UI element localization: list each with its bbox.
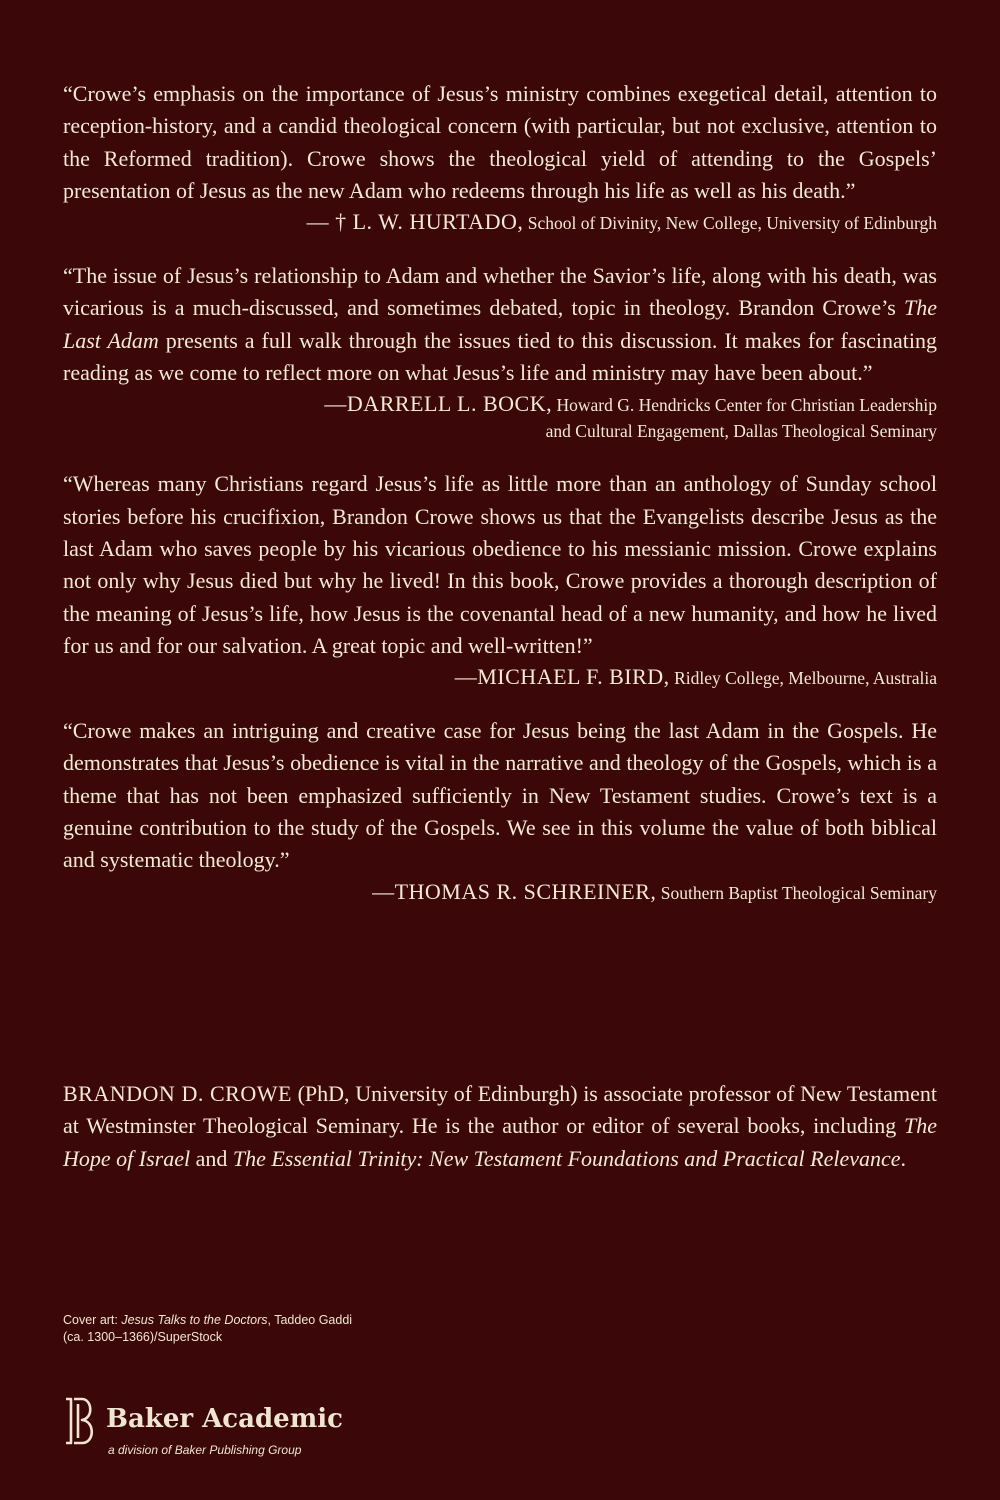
bio-text: and [190,1145,233,1171]
bio-text: . [900,1145,907,1171]
book-title: The Essential Trinity: New Testament Foundations and Practical Relevance [232,1145,901,1171]
author-name: BRANDON D. CROWE [63,1081,292,1106]
quote-text: presents a full walk through the issues tied to this discussion. It makes for fascinating reading as we come to reflect more on what Jesus’s life and ministry may have been about.” [63,327,938,386]
credit-prefix: Cover art: [63,1313,122,1327]
endorser-affiliation: Howard G. Hendricks Center for Christian Leadership [556,395,937,416]
endorsement-attribution [63,664,937,691]
endorsement-quote: “Whereas many Christians regard Jesus’s life as little more than an anthology of Sunday school stories before his crucifixion, Brandon Crowe shows us that the Evangelists describe Jesus as the last Adam who saves people by his vicarious obedience to his messianic mission. Crowe explains not only why Jesus died but why he lived! In this book, Crowe provides a thorough description of the meaning of Jesus’s life, how Jesus is the covenantal head of a new humanity, and how he lived for us and for our salvation. A great topic and well-written!” [63,471,937,658]
endorsement-attribution [63,879,937,906]
endorser-name: —MICHAEL F. BIRD, [454,664,670,690]
baker-b-icon [62,1396,100,1446]
endorsement-attribution [63,209,937,236]
quote-text: “The issue of Jesus’s relationship to Adam and whether the Savior’s life, along with his death, was vicarious is a much-discussed, and sometimes debated, topic in theology. Brandon Crowe’s [63,263,937,321]
bio-text: (PhD, University of Edinburgh) is associate professor of New Testament at Westminster Theological Seminary. He is the author or editor of several books, including [63,1081,937,1139]
cover-art-credit [63,1312,352,1346]
endorser-affiliation: School of Divinity, New College, University of Edinburgh [527,213,937,234]
book-title: The Hope of Israel [63,1113,937,1171]
endorsement-bock [63,260,937,444]
endorsement-quote: “Crowe makes an intriguing and creative case for Jesus being the last Adam in the Gospels. He demonstrates that Jesus’s obedience is vital in the narrative and theology of the Gospels, which is a theme that has not been emphasized sufficiently in New Testament studies. Crowe’s text is a genuine contribution to the study of the Gospels. We see in this volume the value of both biblical and systematic theology.” [63,718,937,873]
artwork-artist: , Taddeo Gaddi [267,1313,353,1327]
endorser-affiliation: Ridley College, Melbourne, Australia [674,668,937,689]
artwork-source: (ca. 1300–1366)/SuperStock [63,1330,223,1344]
book-title: The Last Adam [63,295,937,353]
endorser-affiliation: and Cultural Engagement, Dallas Theological Seminary [545,421,937,442]
publisher-name: Baker Academic [106,1404,343,1434]
endorsement-hurtado [63,78,937,236]
endorsement-quote: “Crowe’s emphasis on the importance of Jesus’s ministry combines exegetical detail, attention to reception-history, and a candid theological concern (with particular, but not exclusive, attention to the Reformed tradition). Crowe shows the theological yield of attending to the Gospels’ presentation of Jesus as the new Adam who redeems through his life as well as his death.” [63,81,937,203]
publisher-subtitle: a division of Baker Publishing Group [108,1443,302,1457]
endorser-name: — † L. W. HURTADO, [306,209,524,235]
artwork-title: Jesus Talks to the Doctors [121,1313,268,1327]
endorsement-bird [63,468,937,691]
publisher-logo [62,1396,382,1466]
endorsement-attribution [63,391,937,444]
endorsement-quote [63,260,937,389]
endorser-name: —THOMAS R. SCHREINER, [372,878,657,904]
endorser-affiliation: Southern Baptist Theological Seminary [660,882,937,903]
endorsements [63,78,937,930]
endorser-name: —DARRELL L. BOCK, [324,391,553,417]
author-bio [63,1078,937,1175]
endorsement-schreiner [63,715,937,905]
